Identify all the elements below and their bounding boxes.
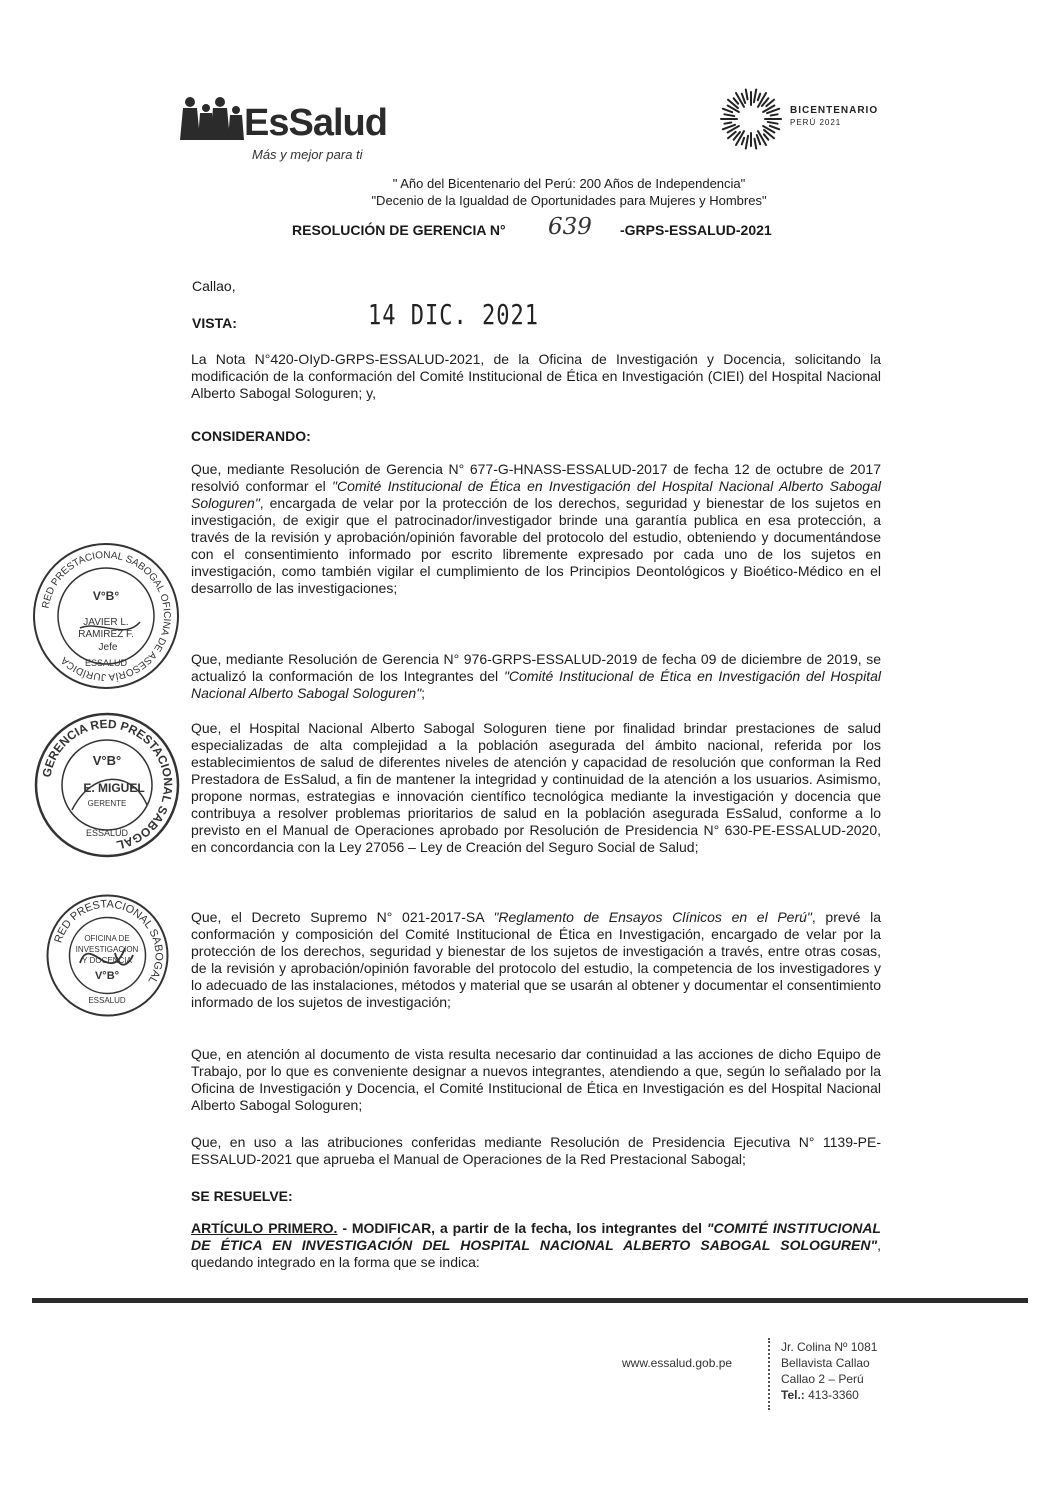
research-office-seal bbox=[45, 893, 170, 1018]
articulo-tail: , quedando integrado en la forma que se indica: bbox=[191, 1237, 881, 1270]
seal2-role: GERENTE bbox=[87, 799, 127, 808]
articulo-primero bbox=[191, 1220, 881, 1271]
seal1-bottom: ESSALUD bbox=[84, 658, 128, 668]
bicentenario-label: BICENTENARIO bbox=[790, 105, 879, 116]
seal3-bottom: ESSALUD bbox=[88, 996, 126, 1005]
footer-phone bbox=[781, 1388, 859, 1402]
vista-paragraph: La Nota N°420-OIyD-GRPS-ESSALUD-2021, de la Oficina de Investigación y Docencia, solicitando la modificación de la conformación del Comité Institucional de Ética en Investigación (CIEI) del Hospital Nacional Alberto Sabogal Sologuren; y, bbox=[191, 351, 881, 401]
bicentenario-sublabel: PERÚ 2021 bbox=[790, 118, 842, 127]
articulo-label: ARTÍCULO PRIMERO. bbox=[191, 1220, 338, 1236]
footer-address-line-1: Jr. Colina Nº 1081 bbox=[781, 1340, 878, 1354]
articulo-lead: - MODIFICAR, a partir de la fecha, los integrantes del bbox=[337, 1220, 707, 1236]
seal3-line1: OFICINA DE bbox=[84, 934, 130, 943]
vista-heading: VISTA: bbox=[192, 315, 237, 331]
footer-divider bbox=[768, 1338, 770, 1410]
p1-text-c: , encargada de velar por la protección de los derechos, seguridad y bienestar de los sujetos en investigación, de exigir que el patrocinador/investigador brinde una garantía publica en esa protección, a través de la revisión y aprobación/opinión favorable del protocolo del estudio, obteniendo y documentándose con el consentimiento informado por escrito libremente expresado por cada uno de los sujetos en investigación, como también vigilar el cumplimiento de los Principios Deontológicos y Bioético-Médico en el desarrollo de las investigaciones; bbox=[191, 495, 881, 596]
seal1-name2: RAMIREZ F. bbox=[78, 629, 134, 640]
bicentenario-emblem-icon bbox=[718, 86, 784, 152]
seal2-vb: V°B° bbox=[92, 753, 122, 768]
p2-text-a: Que, mediante Resolución de Gerencia N° 976-GRPS-ESSALUD-2019 de fecha 09 de diciembre de 2019, se actualizó la conformación de los Integrantes del bbox=[191, 651, 881, 684]
p2-text-c: ; bbox=[421, 685, 426, 701]
footer-rule bbox=[32, 1298, 1028, 1303]
seal3-line2: INVESTIGACION bbox=[75, 945, 139, 954]
seal1-role: Jefe bbox=[98, 642, 118, 653]
place: Callao, bbox=[192, 278, 236, 294]
footer-website: www.essalud.gob.pe bbox=[622, 1356, 733, 1370]
seal3-line3: Y DOCENCIA bbox=[82, 956, 132, 965]
considerando-paragraph-1 bbox=[191, 461, 881, 597]
p4-text-a: Que, el Decreto Supremo N° 021-2017-SA bbox=[191, 909, 494, 925]
considerando-paragraph-5: Que, en atención al documento de vista resulta necesario dar continuidad a las acciones de dicho Equipo de Trabajo, por lo que es conveniente designar a nuevos integrantes, atendiendo a que, según lo señalado por la Oficina de Investigación y Docencia, el Comité Institucional de Ética en Investigación es del Hospital Nacional Alberto Sabogal Sologuren; bbox=[191, 1046, 881, 1113]
legal-office-seal bbox=[30, 540, 182, 692]
resolution-number: 639 bbox=[548, 214, 592, 240]
p1-committee-name: "Comité Institucional de Ética en Investigación del Hospital Nacional Alberto Sabogal Sologuren" bbox=[191, 478, 881, 511]
decade-motto: "Decenio de la Igualdad de Oportunidades para Mujeres y Hombres" bbox=[371, 193, 767, 208]
p2-committee-name: "Comité Institucional de Ética en Investigación del Hospital Nacional Alberto Sabogal Sologuren" bbox=[191, 668, 881, 701]
seal1-vb: V°B° bbox=[92, 589, 120, 603]
p4-regulation-name: "Reglamento de Ensayos Clínicos en el Perú" bbox=[493, 909, 812, 925]
seal1-name1: JAVIER L. bbox=[83, 617, 129, 628]
essalud-logo-icon bbox=[180, 96, 244, 142]
p1-text-a: Que, mediante Resolución de Gerencia N° 677-G-HNASS-ESSALUD-2017 de fecha 12 de octubre de 2017 resolvió conformar el bbox=[191, 461, 881, 494]
footer-address-line-3: Callao 2 – Perú bbox=[781, 1372, 864, 1386]
seal2-name: E. MIGUEL bbox=[83, 781, 145, 795]
logo-name: EsSalud bbox=[244, 102, 387, 144]
seal2-bottom: ESSALUD bbox=[85, 828, 129, 838]
management-seal bbox=[32, 710, 182, 860]
seal3-vb: V°B° bbox=[94, 970, 120, 982]
considerando-paragraph-3: Que, el Hospital Nacional Alberto Sabogal Sologuren tiene por finalidad brindar prestaciones de salud especializadas de alta complejidad a la población asegurada del ámbito nacional, referida por los establecimientos de salud de diferentes niveles de atención y capacidad de resolución que conforman la Red Prestadora de EsSalud, a fin de mantener la integridad y continuidad de la atención a los usuarios. Asimismo, propone normas, estrategias e innovación científico tecnológica mediante la investigación y docencia que contribuya a resolver problemas prioritarios de salud en la población asegurada EsSalud, conforme a lo previsto en el Manual de Operaciones aprobado por Resolución de Presidencia N° 630-PE-ESSALUD-2020, en concordancia con la Ley 27056 – Ley de Creación del Seguro Social de Salud; bbox=[191, 720, 881, 855]
footer-phone-label: Tel.: bbox=[781, 1388, 805, 1402]
footer-phone-number: 413-3360 bbox=[804, 1388, 859, 1402]
date-stamp: 14 DIC. 2021 bbox=[368, 300, 539, 332]
considerando-heading: CONSIDERANDO: bbox=[191, 428, 311, 444]
p4-text-c: , prevé la conformación y composición del Comité Institucional de Ética en Investigación, encargado de velar por la protección de los derechos, seguridad y bienestar de los sujetos de investigación a través, entre otras cosas, de la revisión y aprobación/opinión favorable del protocolo del estudio, la competencia de los investigadores y lo adecuado de las instalaciones, métodos y material que se usarán al obtener y documentar el consentimiento informado de los sujetos de investigación; bbox=[191, 909, 882, 1010]
seal3-ring-text: RED PRESTACIONAL SABOGAL bbox=[52, 898, 165, 986]
footer-address-line-2: Bellavista Callao bbox=[781, 1356, 870, 1370]
year-motto: " Año del Bicentenario del Perú: 200 Años de Independencia" bbox=[392, 176, 746, 191]
considerando-paragraph-2 bbox=[191, 651, 881, 702]
seal1-ring-text: RED PRESTACIONAL SABOGAL OFICINA DE ASESORÍA JURÍDICA bbox=[40, 549, 173, 683]
resuelve-heading: SE RESUELVE: bbox=[191, 1188, 293, 1204]
considerando-paragraph-4 bbox=[191, 909, 881, 1011]
logo-tagline: Más y mejor para ti bbox=[252, 147, 363, 162]
resolution-title: RESOLUCIÓN DE GERENCIA N° bbox=[292, 222, 506, 238]
seal2-ring-text: GERENCIA RED PRESTACIONAL SABOGAL bbox=[39, 716, 176, 853]
resolution-suffix: -GRPS-ESSALUD-2021 bbox=[620, 222, 772, 238]
articulo-committee-name: "COMITÉ INSTITUCIONAL DE ÉTICA EN INVESTIGACIÓN DEL HOSPITAL NACIONAL ALBERTO SABOGAL SOLOGUREN" bbox=[191, 1220, 881, 1253]
considerando-paragraph-6: Que, en uso a las atribuciones conferidas mediante Resolución de Presidencia Ejecutiva N° 1139-PE-ESSALUD-2021 que aprueba el Manual de Operaciones de la Red Prestacional Sabogal; bbox=[191, 1134, 881, 1167]
